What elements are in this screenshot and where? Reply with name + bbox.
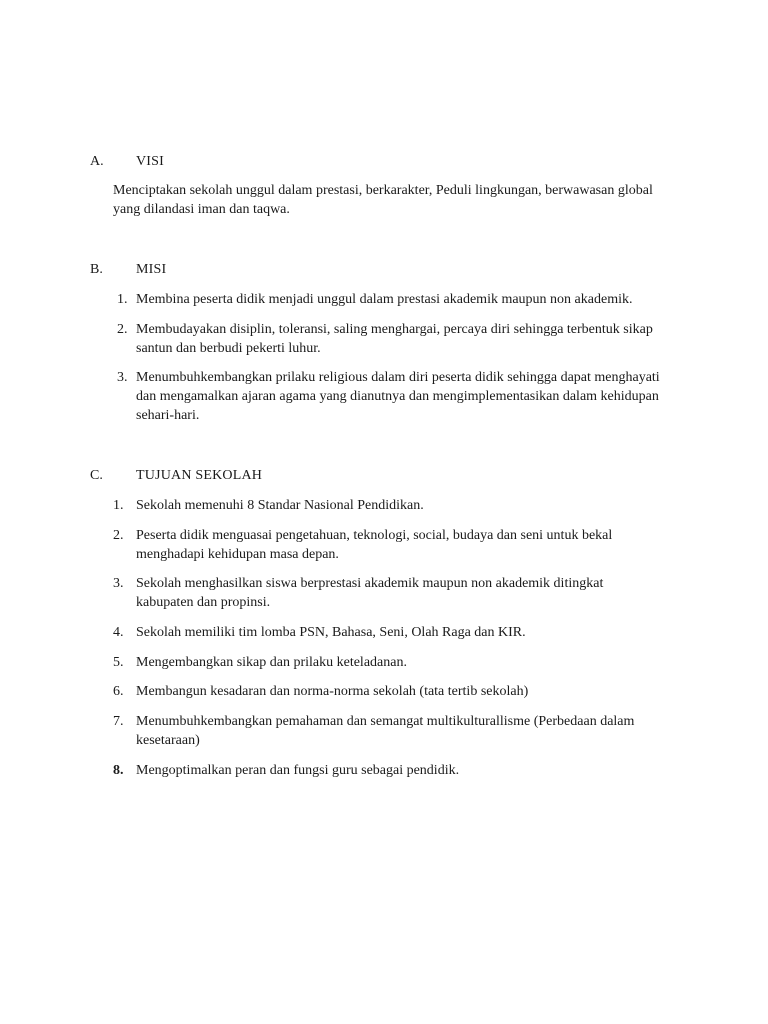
list-number: 7. [113,714,124,729]
list-number: 5. [113,655,124,670]
list-text: Membangun kesadaran dan norma-norma sekolah (tata tertib sekolah) [136,684,529,699]
section-misi [0,260,768,423]
section-letter: B. [90,262,103,277]
list-number: 8. [113,763,124,778]
section-letter: A. [90,154,104,169]
list-number: 4. [113,625,124,640]
list-text: Membudayakan disiplin, toleransi, saling menghargai, percaya diri sehingga terbentuk sikap santun dan berbudi pekerti luhur. [136,322,653,356]
list-text: Mengembangkan sikap dan prilaku keteladanan. [136,655,407,670]
list-text: Mengoptimalkan peran dan fungsi guru sebagai pendidik. [136,763,460,778]
list-number: 1. [113,498,124,513]
list-text: Sekolah memenuhi 8 Standar Nasional Pendidikan. [136,498,424,513]
list-number: 1. [117,292,128,307]
list-text: Membina peserta didik menjadi unggul dalam prestasi akademik maupun non akademik. [136,292,633,307]
list-text: Sekolah memiliki tim lomba PSN, Bahasa, Seni, Olah Raga dan KIR. [136,625,526,640]
visi-text: Menciptakan sekolah unggul dalam prestasi, berkarakter, Peduli lingkungan, berwawasan global yang dilandasi iman dan taqwa. [113,183,653,217]
section-tujuan [0,466,768,778]
list-number: 2. [113,528,124,543]
section-heading-tujuan [0,466,768,485]
list-text: Sekolah menghasilkan siswa berprestasi akademik maupun non akademik ditingkat kabupaten dan propinsi. [136,576,604,610]
list-number: 2. [117,322,128,337]
section-title: VISI [136,154,165,169]
section-title: TUJUAN SEKOLAH [136,468,263,483]
list-text: Peserta didik menguasai pengetahuan, teknologi, social, budaya dan seni untuk bekal menghadapi kehidupan masa depan. [136,528,613,562]
section-title: MISI [136,262,167,277]
list-text: Menumbuhkembangkan pemahaman dan semangat multikulturallisme (Perbedaan dalam kesetaraan) [136,714,635,748]
list-text: Menumbuhkembangkan prilaku religious dalam diri peserta didik sehingga dapat menghayati dan mengamalkan ajaran agama yang dianutnya dan mengimplementasikan dalam kehidupan sehari-hari. [136,370,660,423]
list-number: 3. [117,370,128,385]
list-number: 6. [113,684,124,699]
section-letter: C. [90,468,103,483]
section-heading-misi [0,260,768,279]
section-heading-visi [0,152,768,171]
section-visi [0,152,768,217]
list-number: 3. [113,576,124,591]
